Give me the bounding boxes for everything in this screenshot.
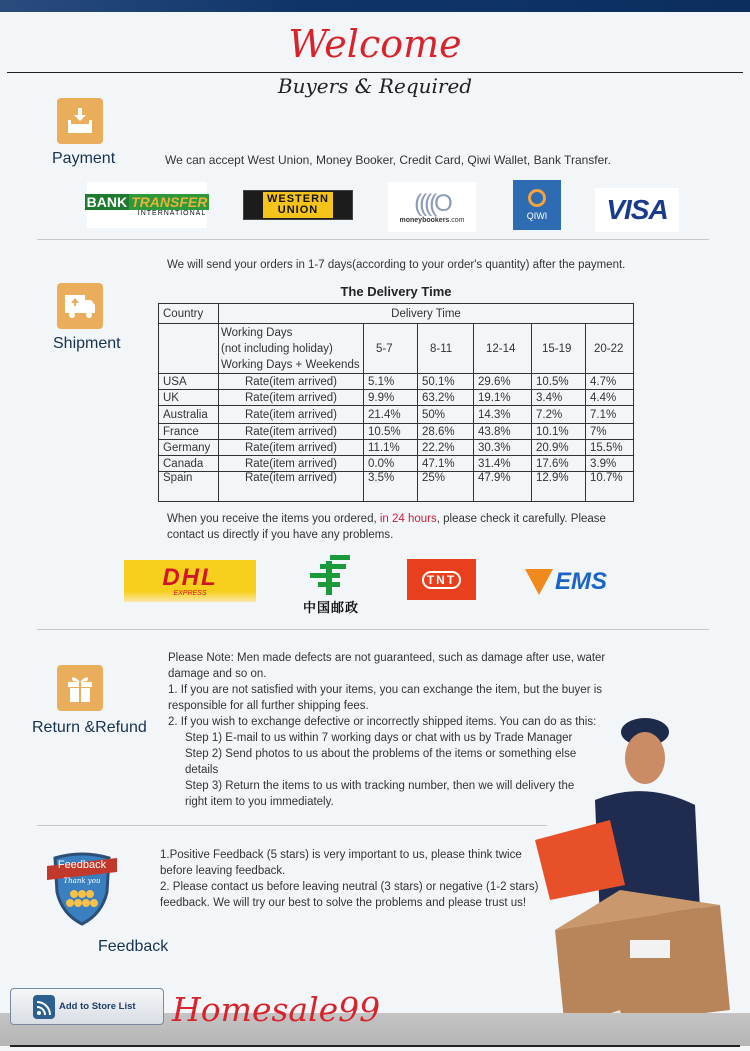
country-cell: UK	[159, 390, 219, 406]
section-divider	[37, 629, 709, 630]
china-post-text: 中国邮政	[302, 599, 359, 615]
policy-step: Step 2) Send photos to us about the problems of the items or something else details	[185, 748, 577, 776]
notice-highlight: in 24 hours	[379, 513, 437, 525]
policy-step: Step 1) E-mail to us within 7 working days or chat with us by Trade Manager	[185, 732, 573, 744]
range-cell: 8-11	[418, 324, 474, 374]
tnt-logo	[407, 559, 476, 600]
value-cell: 7.2%	[532, 406, 586, 424]
value-cell: 4.7%	[586, 374, 634, 390]
header-delivery-time: Delivery Time	[219, 304, 634, 324]
moneybookers-suffix: .com	[449, 216, 465, 224]
rate-label-cell: Rate(item arrived)	[219, 390, 364, 406]
value-cell: 10.5%	[364, 424, 418, 440]
country-cell: USA	[159, 374, 219, 390]
value-cell: 30.3%	[474, 440, 532, 456]
page-title: Welcome	[288, 22, 462, 66]
dhl-logo	[124, 560, 256, 602]
badge-title: Feedback	[57, 859, 107, 871]
section-divider	[37, 825, 547, 826]
header-country: Country	[159, 304, 219, 324]
table-row	[159, 406, 634, 424]
value-cell: 50.1%	[418, 374, 474, 390]
store-name: Homesale99	[172, 990, 381, 1029]
download-tray-icon	[57, 98, 103, 144]
value-cell: 4.4%	[586, 390, 634, 406]
feedback-line: 2. Please contact us before leaving neutral (3 stars) or negative (1-2 stars) feedback. We will try our best to solve the problems and please trust us!	[160, 881, 539, 909]
value-cell: 15.5%	[586, 440, 634, 456]
gift-icon	[57, 665, 103, 711]
bank-text: BANK	[86, 193, 128, 210]
range-cell: 20-22	[586, 324, 634, 374]
empty-cell	[159, 324, 219, 374]
table-row	[159, 424, 634, 440]
value-cell: 7%	[586, 424, 634, 440]
rate-label-cell: Rate(item arrived)	[219, 374, 364, 390]
value-cell: 5.1%	[364, 374, 418, 390]
policy-line: 1. If you are not satisfied with your items, you can exchange the item, but the buyer is responsible for all further shipping fees.	[168, 684, 603, 712]
value-cell: 20.9%	[532, 440, 586, 456]
working-days-label	[219, 324, 364, 374]
value-cell: 63.2%	[418, 390, 474, 406]
value-cell: 10.5%	[532, 374, 586, 390]
delivery-man-photo	[520, 710, 740, 1046]
rate-label-cell: Rate(item arrived)	[219, 472, 364, 502]
moneybookers-text: moneybookers	[399, 216, 450, 224]
notice-text: When you receive the items you ordered,	[167, 513, 380, 525]
value-cell: 11.1%	[364, 440, 418, 456]
store-button-label: Add to Store List	[59, 1001, 136, 1012]
ems-wing-icon	[525, 569, 553, 595]
value-cell: 47.1%	[418, 456, 474, 472]
visa-logo	[595, 188, 679, 232]
policy-line: Please Note: Men made defects are not guaranteed, such as damage after use, water damage and so on.	[168, 652, 606, 680]
rate-label-cell: Rate(item arrived)	[219, 456, 364, 472]
feedback-text	[160, 847, 540, 911]
value-cell: 17.6%	[532, 456, 586, 472]
union-text: UNION	[277, 204, 319, 216]
title-divider	[7, 72, 743, 73]
china-post-emblem-icon	[308, 553, 354, 597]
feedback-label: Feedback	[98, 938, 169, 955]
value-cell: 47.9%	[474, 472, 532, 502]
section-divider	[37, 239, 709, 240]
notice-text: , please check it carefully. Please contact us directly if you have any problems.	[167, 513, 606, 541]
range-cell: 12-14	[474, 324, 532, 374]
badge-subtitle: Thank you	[63, 877, 101, 885]
label-line: Working Days	[221, 326, 293, 339]
value-cell: 28.6%	[418, 424, 474, 440]
add-to-store-list-button[interactable]	[10, 988, 164, 1025]
range-cell: 15-19	[532, 324, 586, 374]
delivery-table-title: The Delivery Time	[340, 284, 452, 299]
table-row	[159, 472, 634, 502]
rate-label-cell: Rate(item arrived)	[219, 424, 364, 440]
value-cell: 14.3%	[474, 406, 532, 424]
label-line: Working Days + Weekends	[221, 358, 360, 371]
delivery-time-table	[158, 303, 634, 502]
moneybookers-waves-icon: ((((O	[414, 189, 450, 217]
policy-line: 2. If you wish to exchange defective or incorrectly shipped items. You can do as this:	[168, 716, 597, 728]
rate-label-cell: Rate(item arrived)	[219, 406, 364, 424]
value-cell: 10.1%	[532, 424, 586, 440]
feedback-line: 1.Positive Feedback (5 stars) is very important to us, please think twice before leaving feedback.	[160, 849, 522, 877]
footer-divider	[10, 1045, 740, 1047]
value-cell: 50%	[418, 406, 474, 424]
bank-transfer-logo	[87, 182, 207, 228]
value-cell: 3.5%	[364, 472, 418, 502]
inspection-notice	[167, 511, 637, 543]
qiwi-text: QIWI	[526, 211, 548, 221]
range-cell: 5-7	[364, 324, 418, 374]
payment-label: Payment	[52, 150, 116, 167]
country-cell: Germany	[159, 440, 219, 456]
feedback-badge	[47, 850, 117, 928]
country-cell: Canada	[159, 456, 219, 472]
label-line: (not including holiday)	[221, 342, 333, 355]
country-cell: Spain	[159, 472, 219, 502]
ems-text: EMS	[554, 568, 607, 595]
table-row	[159, 440, 634, 456]
top-bar	[0, 0, 750, 12]
value-cell: 3.9%	[586, 456, 634, 472]
qiwi-logo	[513, 180, 561, 230]
western-text: WESTERN	[267, 193, 329, 205]
value-cell: 31.4%	[474, 456, 532, 472]
table-row	[159, 390, 634, 406]
tnt-text: TNT	[422, 571, 461, 589]
rate-label-cell: Rate(item arrived)	[219, 440, 364, 456]
country-cell: Australia	[159, 406, 219, 424]
visa-text: VISA	[606, 194, 668, 225]
value-cell: 0.0%	[364, 456, 418, 472]
value-cell: 22.2%	[418, 440, 474, 456]
dhl-express-text: EXPRESS	[173, 589, 207, 597]
value-cell: 43.8%	[474, 424, 532, 440]
value-cell: 7.1%	[586, 406, 634, 424]
shipment-intro: We will send your orders in 1-7 days(according to your order's quantity) after the payment.	[167, 259, 626, 271]
value-cell: 19.1%	[474, 390, 532, 406]
page-subtitle: Buyers & Required	[277, 74, 473, 98]
value-cell: 9.9%	[364, 390, 418, 406]
rss-icon	[33, 995, 55, 1019]
dhl-text: DHL	[162, 563, 218, 591]
value-cell: 21.4%	[364, 406, 418, 424]
value-cell: 3.4%	[532, 390, 586, 406]
return-refund-label: Return &Refund	[32, 719, 147, 736]
china-post-logo	[290, 550, 372, 618]
international-text: INTERNATIONAL	[137, 209, 207, 217]
value-cell: 25%	[418, 472, 474, 502]
policy-step: Step 3) Return the items to us with tracking number, then we will delivery the right item to you immediately.	[185, 780, 575, 808]
qiwi-q-icon	[528, 189, 546, 207]
country-cell: France	[159, 424, 219, 440]
table-row	[159, 374, 634, 390]
value-cell: 10.7%	[586, 472, 634, 502]
value-cell: 29.6%	[474, 374, 532, 390]
payment-text: We can accept West Union, Money Booker, Credit Card, Qiwi Wallet, Bank Transfer.	[165, 153, 611, 167]
shipment-label: Shipment	[53, 335, 121, 352]
value-cell: 12.9%	[532, 472, 586, 502]
truck-icon	[57, 283, 103, 329]
western-union-logo	[243, 190, 353, 220]
table-row	[159, 456, 634, 472]
moneybookers-logo	[388, 182, 476, 232]
ems-logo	[520, 566, 612, 598]
transfer-text: TRANSFER	[131, 193, 208, 210]
